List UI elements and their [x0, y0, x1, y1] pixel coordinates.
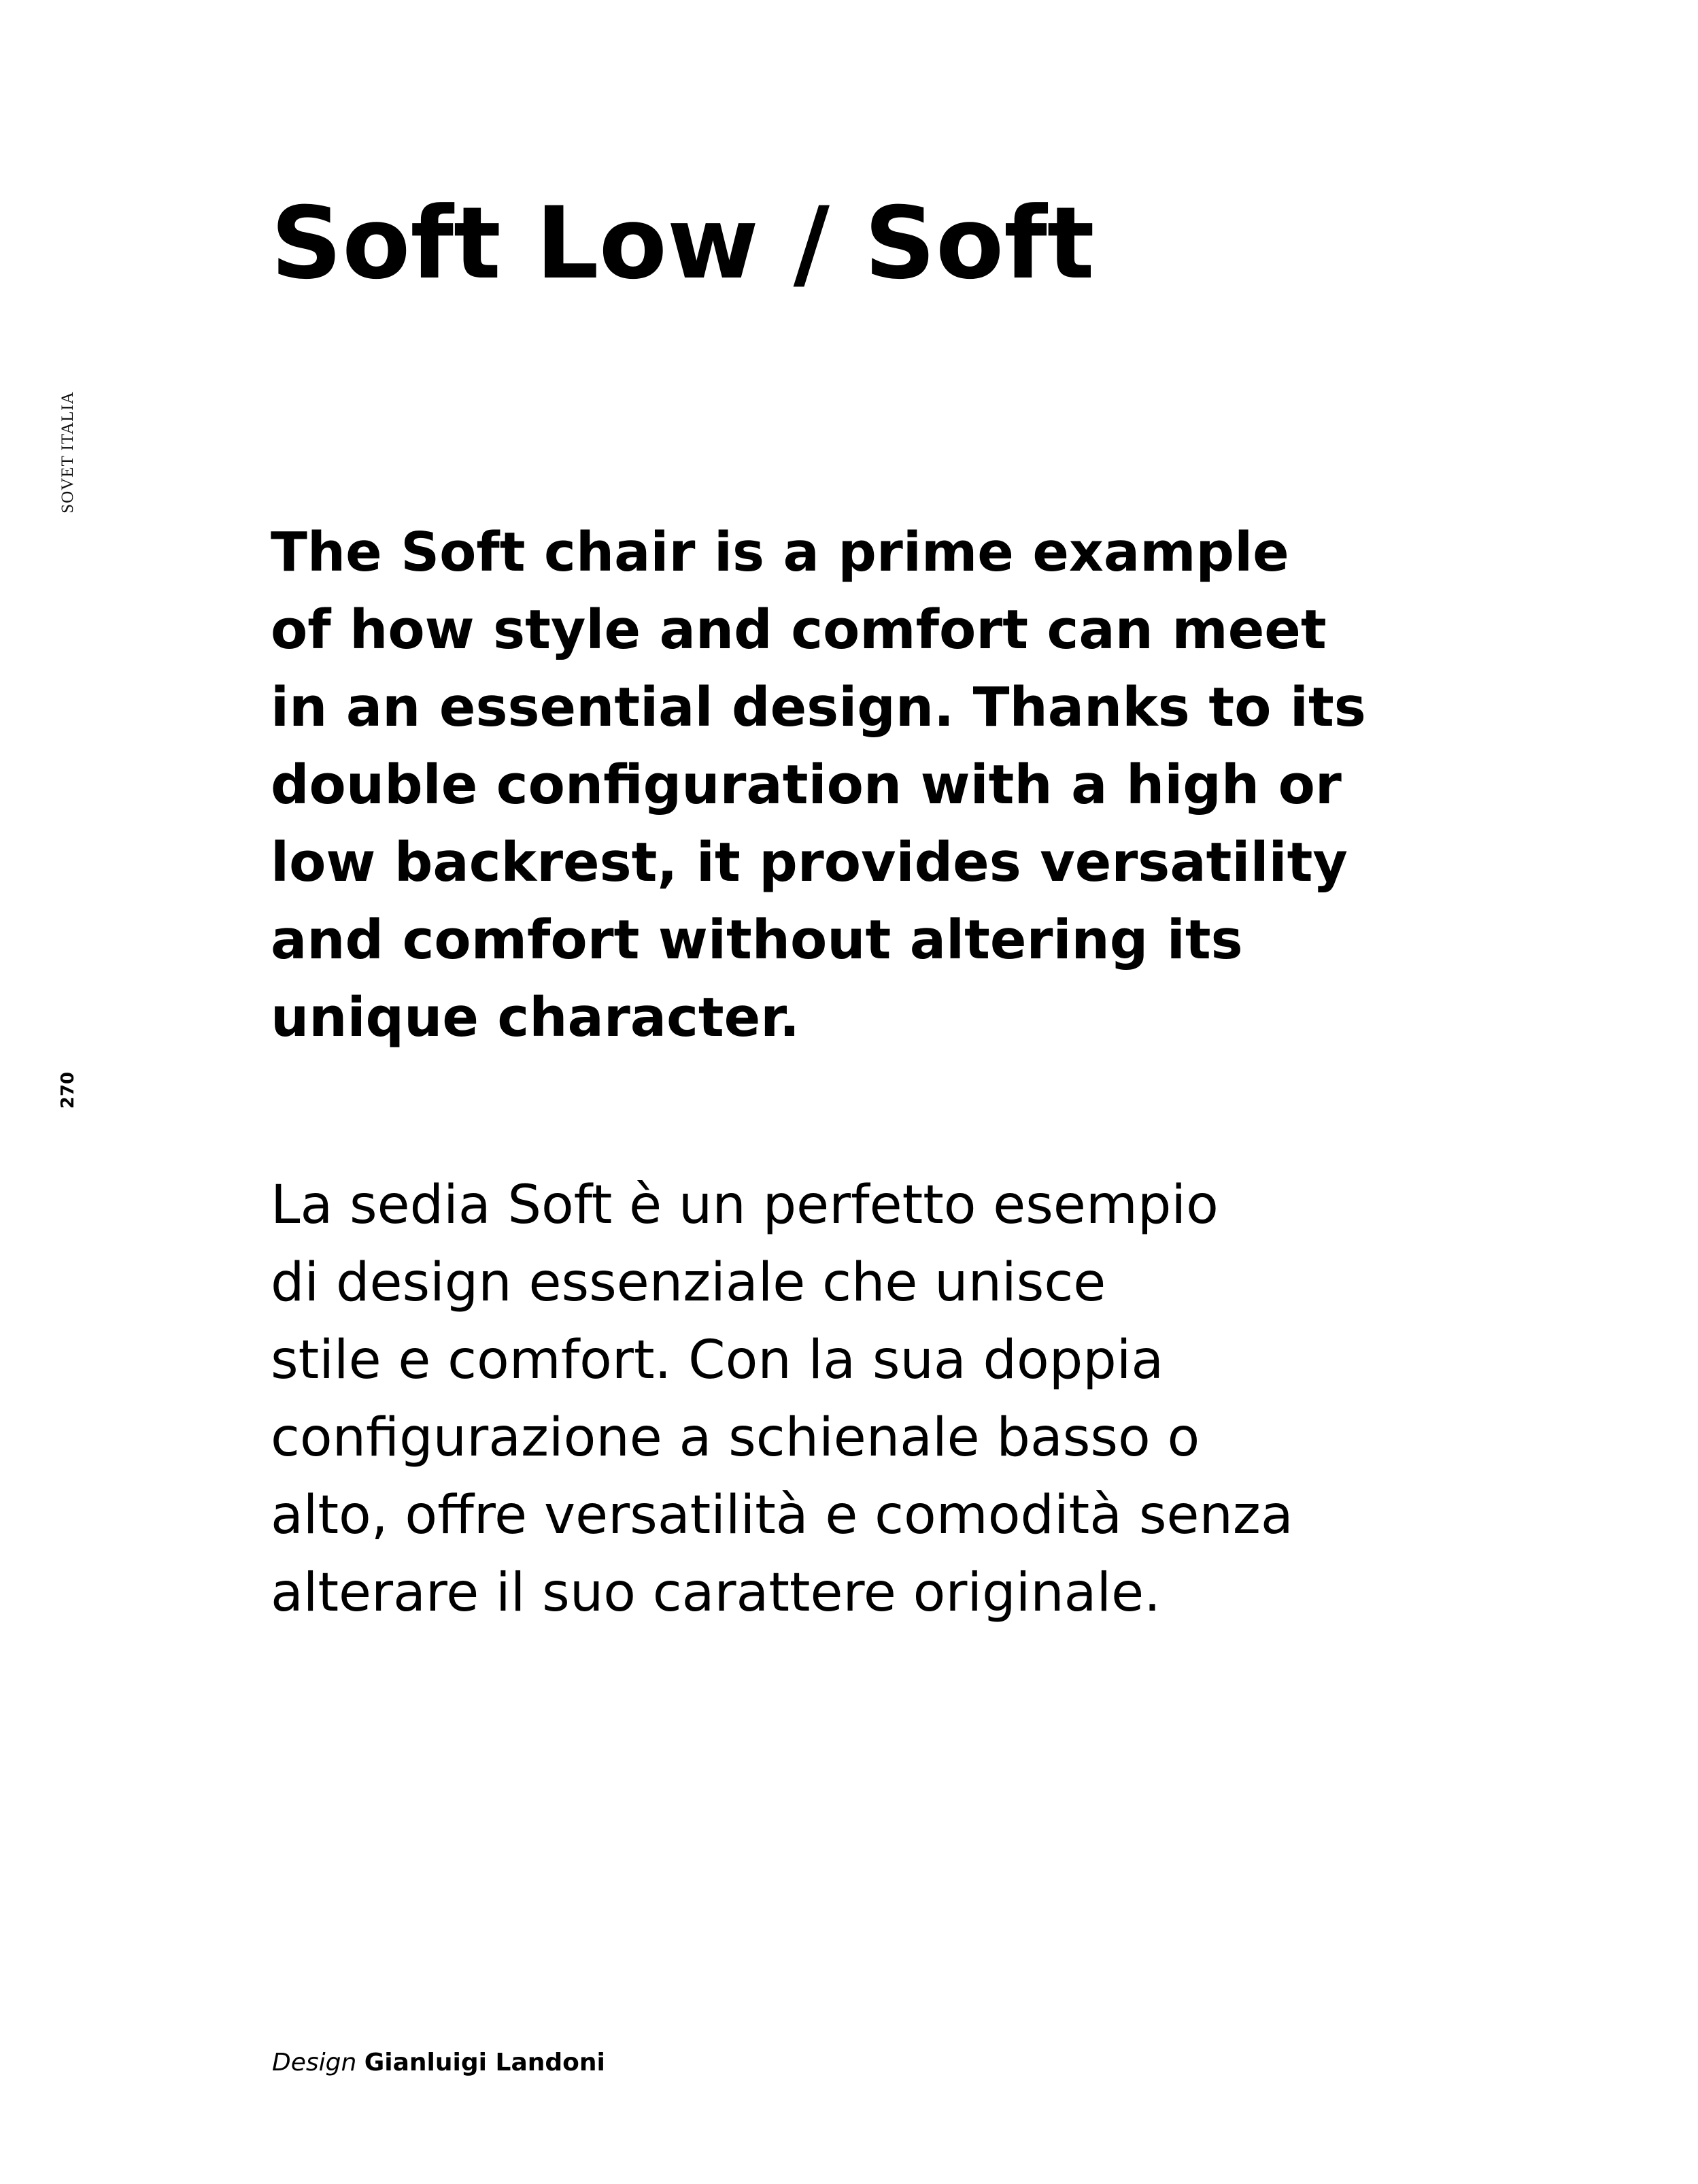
english-line: low backrest, it provides versatility [271, 831, 1348, 894]
designer-name: Gianluigi Landoni [364, 2049, 605, 2077]
credit-label: Design [272, 2049, 357, 2077]
english-line: double configuration with a high or [271, 754, 1342, 816]
italian-line: stile e comfort. Con la sua doppia [271, 1330, 1164, 1391]
italian-line: configurazione a schienale basso o [271, 1407, 1200, 1468]
italian-line: La sedia Soft è un perfetto esempio [271, 1175, 1219, 1236]
english-line: of how style and comfort can meet [271, 599, 1327, 661]
english-line: The Soft chair is a prime example [271, 521, 1289, 584]
english-line: unique character. [271, 986, 800, 1049]
design-credit [272, 2049, 605, 2077]
english-line: and comfort without altering its [271, 909, 1243, 971]
english-description [271, 514, 1563, 1056]
italian-line: alterare il suo carattere originale. [271, 1562, 1161, 1624]
brand-name: SOVET ITALIA [58, 391, 77, 514]
english-line: in an essential design. Thanks to its [271, 676, 1366, 739]
italian-line: alto, offre versatilità e comodità senza [271, 1485, 1293, 1546]
page-number: 270 [58, 1071, 78, 1109]
italian-description [271, 1166, 1563, 1632]
italian-line: di design essenziale che unisce [271, 1252, 1106, 1313]
page-title: Soft Low / Soft [271, 186, 1095, 301]
